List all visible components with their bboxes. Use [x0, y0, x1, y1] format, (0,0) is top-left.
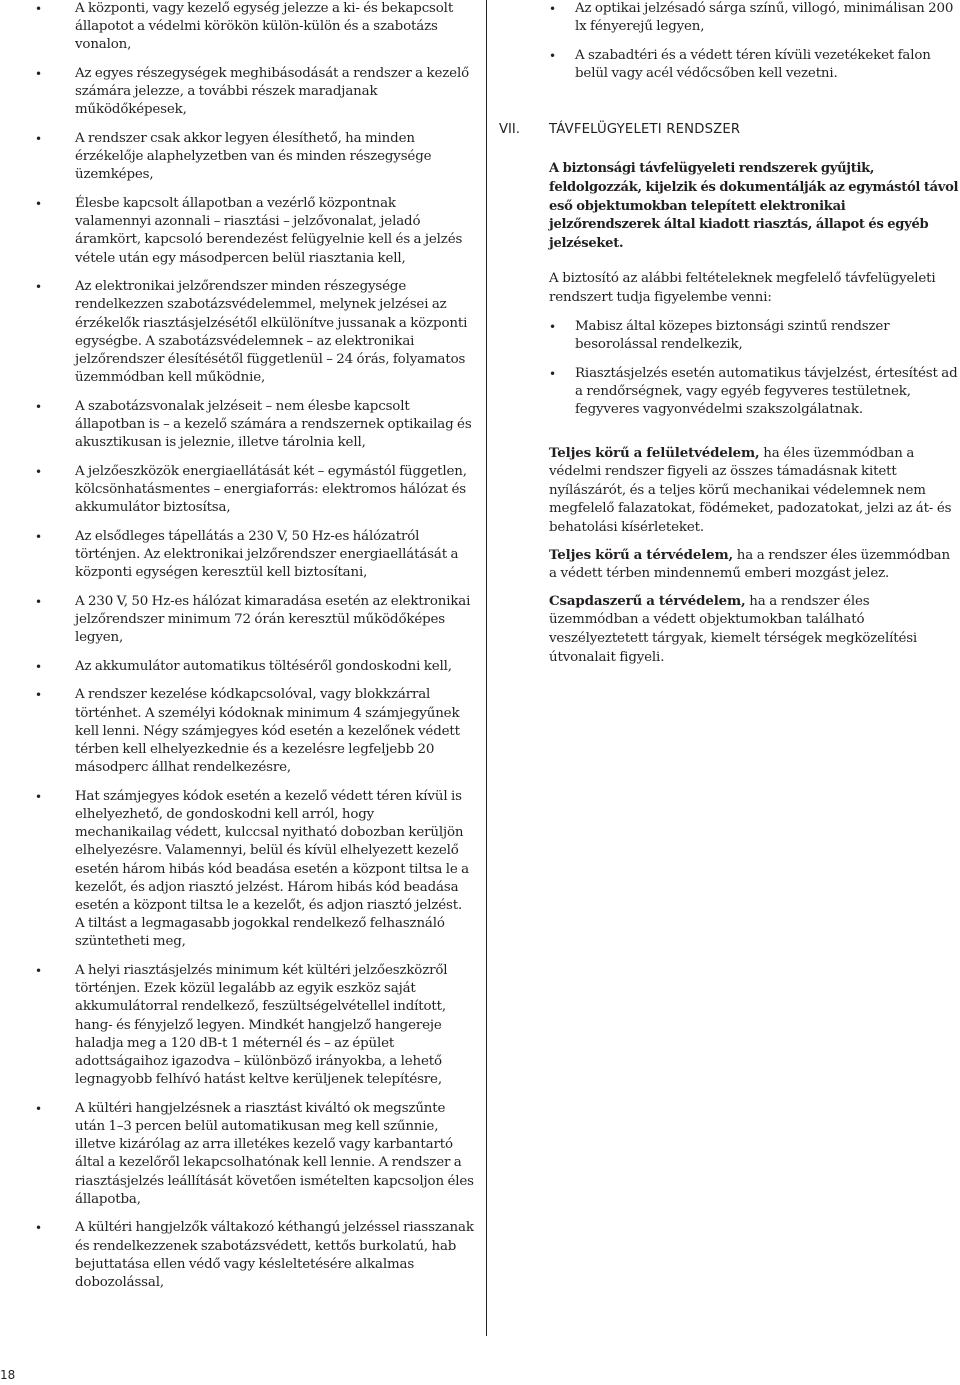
list-item: • A szabotázsvonalak jelzéseit – nem élesbe kapcsolt állapotban is – a kezelő számára a rendszernek optikailag és akusztikusan is jeleznie, illetve tárolnia kell, [35, 398, 472, 451]
bullet-icon: • [35, 594, 42, 609]
bullet-icon: • [35, 399, 42, 414]
section-intro: A biztonsági távfelügyeleti rendszerek gyűjtik, feldolgozzák, kijelzik és dokumentálják az egymástól távol eső objektumokban telepített elektronikai jelzőrendszerek által kiadott riasztás, állapot és egyéb jelzéseket. [549, 161, 959, 252]
bullet-icon: • [35, 659, 42, 674]
list-item: • A jelzőeszközök energiaellátását két – egymástól független, kölcsönhatásmentes – energiaforrás: elektromos hálózat és akkumulátor biztosítsa, [35, 463, 467, 516]
list-item: • A rendszer csak akkor legyen élesíthető, ha minden érzékelője alaphelyzetben van és minden részegysége üzemképes, [35, 131, 432, 183]
definition-term: Teljes körű a felületvédelem, [549, 444, 760, 461]
list-item: • A kültéri hangjelzők váltakozó kéthangú jelzéssel riasszanak és rendelkezzenek szabotázsvédett, kettős burkolatú, hab bejuttatása ellen védő vagy késleltetésére alkalmas dobozolással, [35, 1220, 474, 1291]
list-item: • Az elektronikai jelzőrendszer minden részegysége rendelkezzen szabotázsvédelemmel, melynek jelzései az érzékelők riasztásjelzésétől elkülönítve jussanak a központi egységbe. A szabotázsvédelemnek – az elektronikai jelzőrendszer élesítésétől függetlenül – 24 órás, folyamatos üzemmódban kell működnie, [35, 279, 468, 386]
right-column [549, 0, 960, 665]
bullet-icon: • [549, 2, 556, 16]
list-item: • Az elsődleges tápellátás a 230 V, 50 Hz-es hálózatról történjen. Az elektronikai jelzőrendszer energiaellátását a központi egységen keresztül kell biztosítani, [35, 528, 459, 581]
condition-bullet-list [549, 318, 960, 419]
list-item: • Az akkumulátor automatikus töltéséről gondoskodni kell, [34, 658, 474, 676]
bullet-icon: • [35, 67, 42, 81]
list-item: • A rendszer kezelése kódkapcsolóval, vagy blokkzárral történhet. A személyi kódoknak minimum 4 számjegyűnek kell lenni. Négy számjegyes kód esetén a kezelőnek védett térben kell elhelyezkednie és a kezelésre legfeljebb 20 másodperc állhat rendelkezésre, [35, 687, 460, 776]
list-item: • A 230 V, 50 Hz-es hálózat kimaradása esetén az elektronikai jelzőrendszer minimum 72 órán keresztül működőképes legyen, [35, 593, 471, 646]
definition-term: Csapdaszerű a térvédelem, [549, 592, 746, 609]
bullet-icon: • [35, 197, 42, 211]
definition-space-protection: Teljes körű a térvédelem, ha a rendszer éles üzemmódban a védett térben mindennemű emberi mozgást jelez. [549, 546, 950, 582]
definition-trap-protection: Csapdaszerű a térvédelem, ha a rendszer éles üzemmódban a védett objektumokban található veszélyeztetett tárgyak, kiemelt térségek megközelítési útvonalait figyeli. [549, 592, 918, 665]
bullet-icon: • [35, 2, 42, 16]
definition-surface-protection: Teljes körű a felületvédelem, ha éles üzemmódban a védelmi rendszer figyeli az összes támadásnak kitett nyílászárót, és a teljes körű mechanikai védelemnek nem megfelelő falazatokat, födémeket, padozatokat, jelzi az át- és behatolási kísérleteket. [549, 444, 952, 535]
condition-paragraph: A biztosító az alábbi feltételeknek megfelelő távfelügyeleti rendszert tudja figyelembe venni: [549, 270, 936, 305]
bullet-icon: • [549, 320, 556, 335]
section-number: VII. [499, 122, 520, 137]
bullet-icon: • [35, 964, 42, 979]
bullet-icon: • [35, 132, 42, 146]
right-top-bullet-list [549, 0, 960, 83]
list-item: • A helyi riasztásjelzés minimum két kültéri jelzőeszközről történjen. Ezek közül legalább az egyik eszköz saját akkumulátorral rendelkező, feszültségelvétellel indított, hang- és fényjelző legyen. Mindkét hangjelző hangereje haladja meg a 120 dB-t 1 méternél és – az épület adottságaihoz igazodva – különböző irányokba, a lehető legnagyobb felhívó hatást keltve kerüljenek telepítésre, [35, 963, 448, 1088]
left-column [34, 0, 474, 1303]
section-body [549, 160, 960, 667]
bullet-icon: • [35, 688, 42, 703]
section-title: TÁVFELÜGYELETI RENDSZER [549, 122, 741, 137]
list-item: • A központi, vagy kezelő egység jelezze a ki- és bekapcsolt állapotot a védelmi körökön külön-külön és a szabotázs vonalon, [35, 1, 454, 53]
list-item: • Hat számjegyes kódok esetén a kezelő védett téren kívül is elhelyezhető, de gondoskodni kell arról, hogy mechanikailag védett, kulccsal nyitható dobozban kerüljön elhelyezésre. Valamennyi, belül és kívül elhelyezett kezelő esetén három hibás kód beadása esetén a központ tiltsa le a kezelőt, és adjon riasztó jelzést. Három hibás kód beadása esetén a központ tiltsa le a kezelőt, és adjon riasztó jelzést. A tiltást a legmagasabb jogokkal rendelkező felhasználó szüntetheti meg, [35, 788, 469, 950]
list-item: • Az optikai jelzésadó sárga színű, villogó, minimálisan 200 lx fényerejű legyen, [549, 1, 954, 35]
list-item: • A kültéri hangjelzésnek a riasztást kiváltó ok megszűnte után 1–3 percen belül automatikusan meg kell szűnnie, illetve kizárólag az arra illetékes kezelő vagy karbantartó által a kezelőről lekapcsolhatónak kell lennie. A rendszer a riasztásjelzés leállítását követően ismételten kapcsoljon éles állapotba, [35, 1100, 474, 1207]
list-item: • Az egyes részegységek meghibásodását a rendszer a kezelő számára jelezze, a további részek maradjanak működőképesek, [35, 66, 469, 118]
bullet-icon: • [35, 529, 42, 544]
bullet-icon: • [35, 280, 42, 295]
list-item: • Riasztásjelzés esetén automatikus távjelzést, értesítést ad a rendőrségnek, vagy egyéb fegyveres testületnek, fegyveres vagyonvédelmi szakszolgálatnak. [549, 365, 958, 418]
bullet-icon: • [549, 366, 556, 381]
bullet-icon: • [35, 464, 42, 479]
list-item: • Élesbe kapcsolt állapotban a vezérlő központnak valamennyi azonnali – riasztási – jelzővonalat, jeladó áramkört, kapcsoló berendezést felügyelnie kell és a jelzés vétele után egy másodpercen belül riasztania kell, [35, 196, 463, 266]
bullet-icon: • [35, 1101, 42, 1116]
bullet-icon: • [549, 48, 556, 63]
bullet-icon: • [35, 1221, 42, 1236]
page-number: 18 [0, 1368, 16, 1382]
definition-term: Teljes körű a térvédelem, [549, 546, 734, 563]
bullet-icon: • [35, 789, 42, 804]
list-item: • A szabadtéri és a védett téren kívüli vezetékeket falon belül vagy acél védőcsőben kell vezetni. [549, 47, 931, 81]
left-bullet-list [34, 0, 474, 1292]
column-divider [486, 0, 487, 1336]
list-item: • Mabisz által közepes biztonsági szintű rendszer besorolással rendelkezik, [549, 319, 890, 353]
